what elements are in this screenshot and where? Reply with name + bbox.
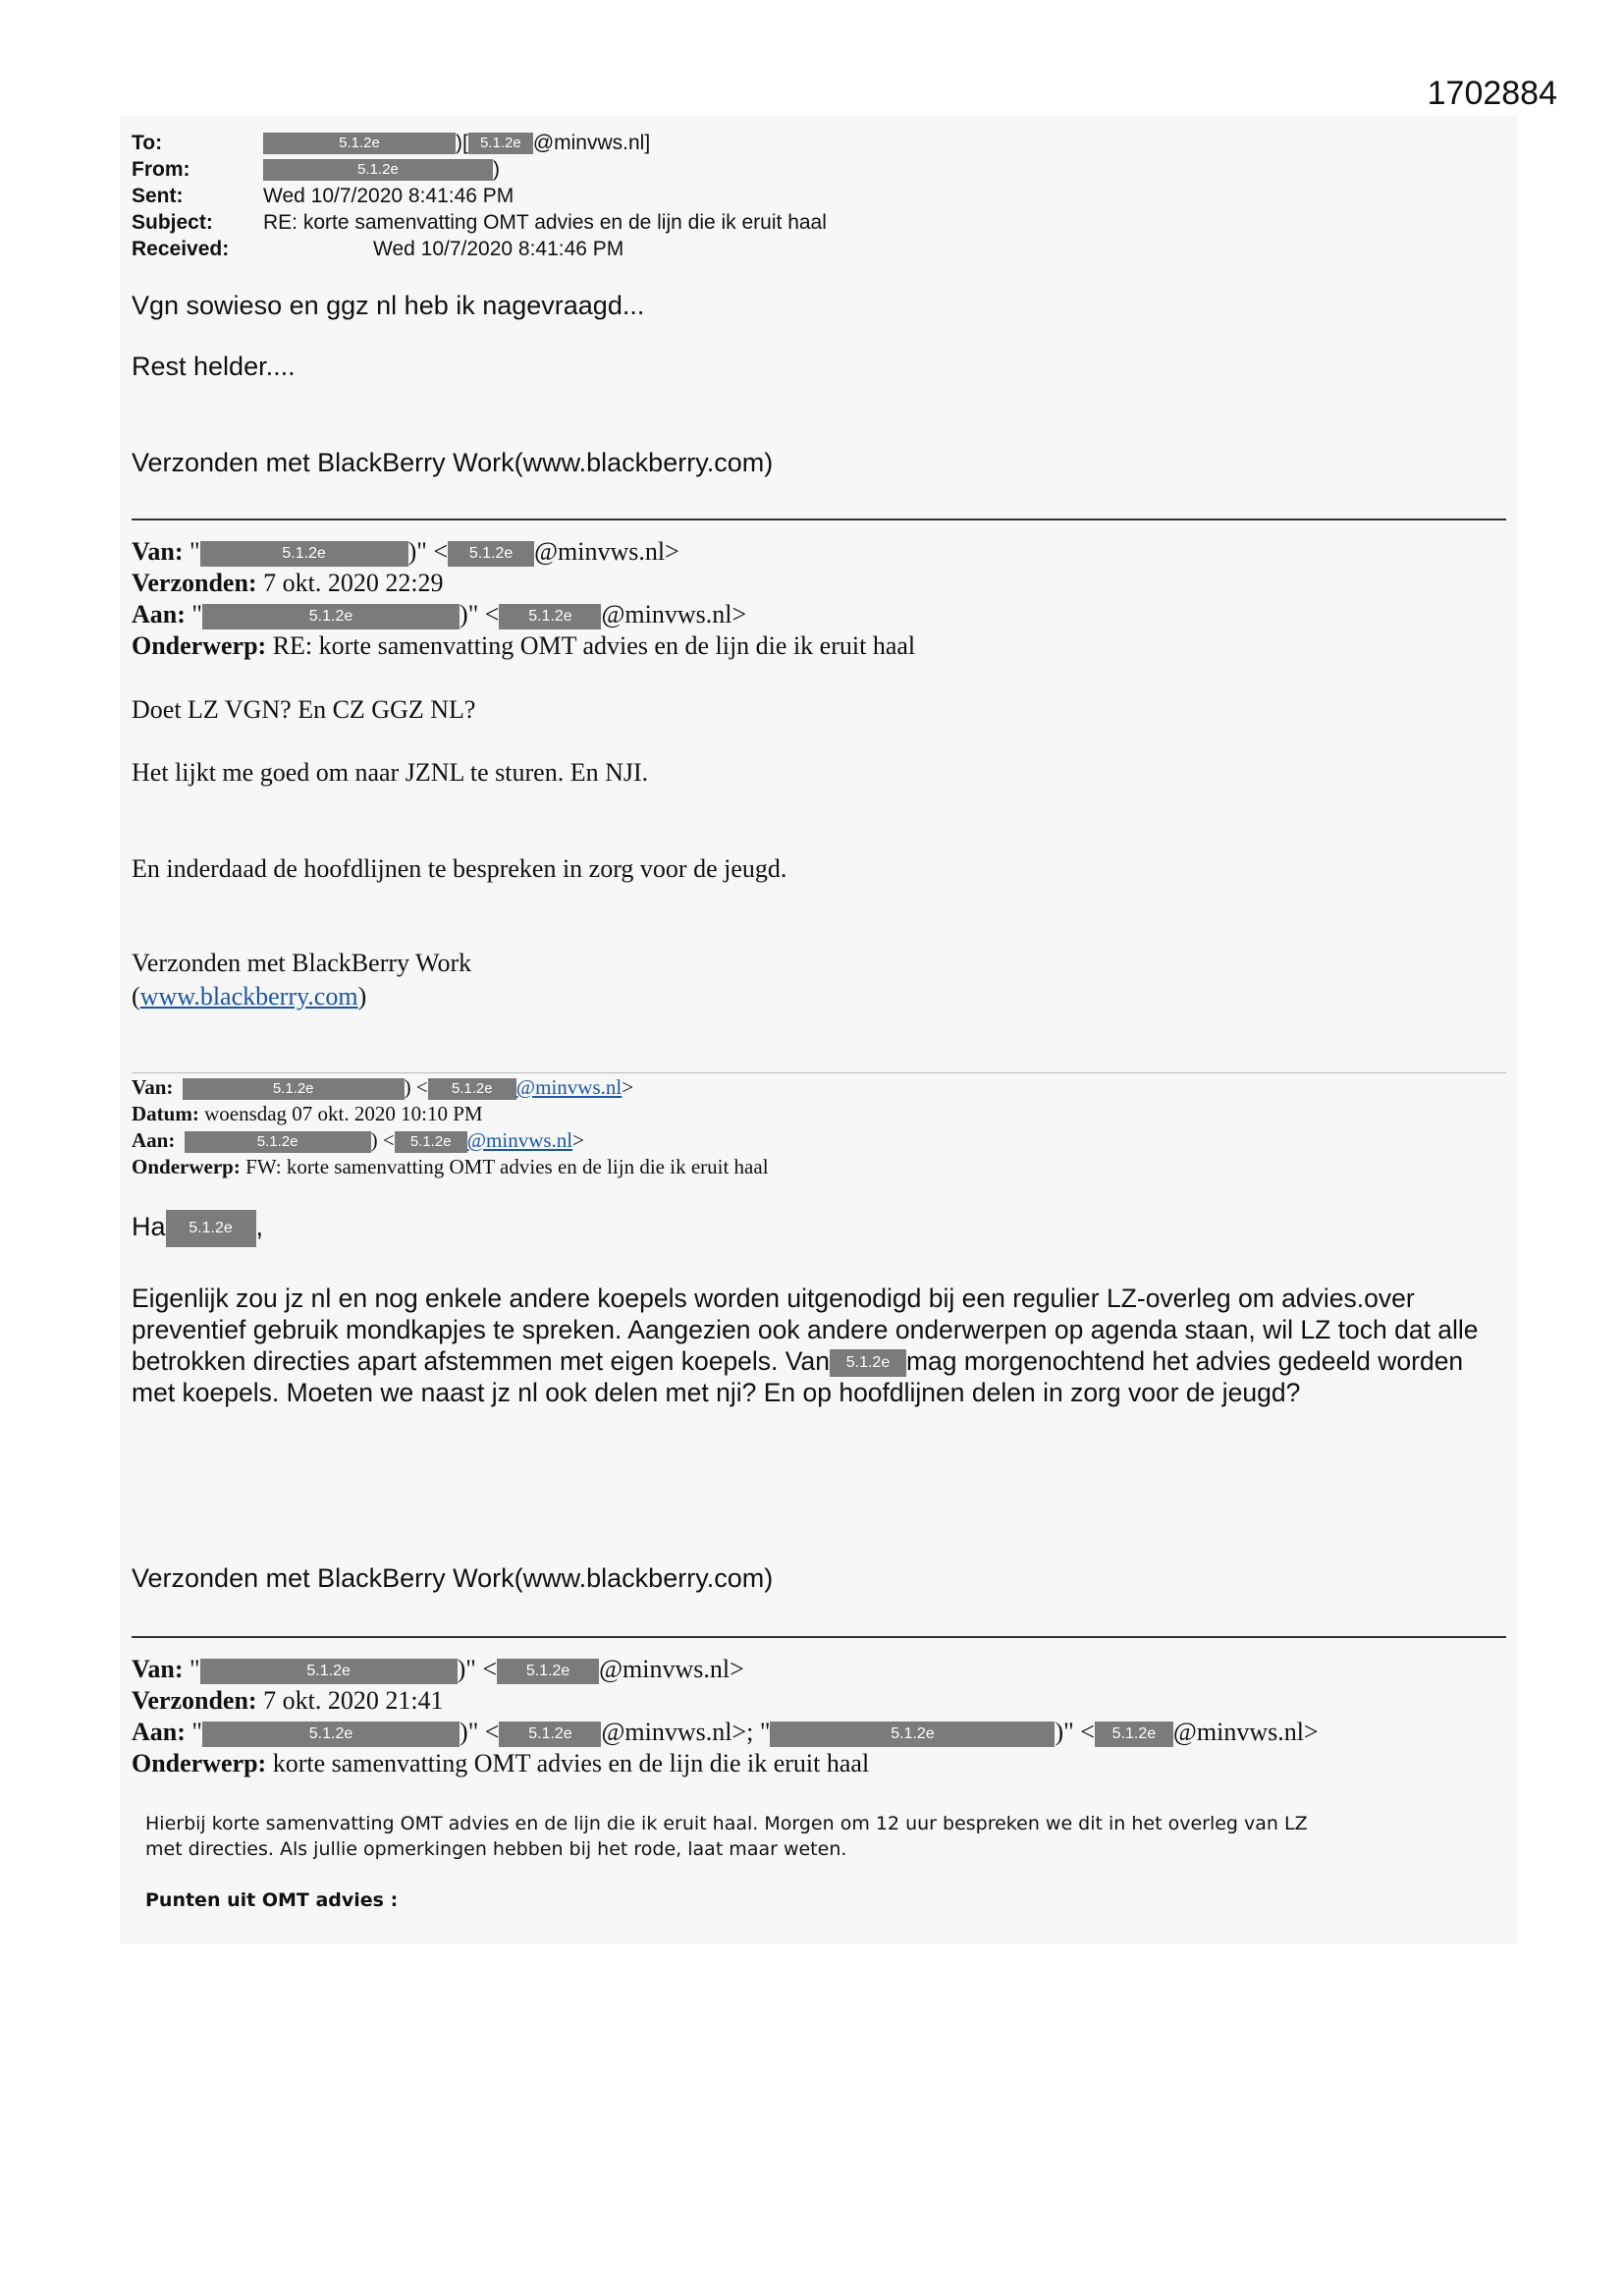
email3-datum-row: Datum: woensdag 07 okt. 2020 10:10 PM — [132, 1102, 483, 1125]
email1-received-row — [132, 236, 827, 262]
separator-line — [132, 1072, 1506, 1073]
redaction-block: 5.1.2e — [185, 1131, 371, 1153]
document-number: 1702884 — [1427, 75, 1557, 112]
email4-body-line: met directies. Als jullie opmerkingen hebben bij het rode, laat maar weten. — [145, 1838, 847, 1860]
email3-greeting: Ha 5.1.2e , — [132, 1210, 263, 1247]
redaction-block: 5.1.2e — [166, 1210, 256, 1247]
redaction-block: 5.1.2e — [395, 1131, 467, 1153]
email1-sent-row — [132, 183, 827, 209]
redaction-block: 5.1.2e — [428, 1078, 516, 1100]
email1-from-row — [132, 156, 827, 183]
separator-line — [132, 1636, 1506, 1638]
onderwerp-label: Onderwerp: — [132, 631, 267, 660]
redaction-block: 5.1.2e — [263, 159, 493, 181]
sent-label: Sent: — [132, 185, 184, 207]
email2-van-row: Van: " 5.1.2e )" < 5.1.2e @minvws.nl> — [132, 537, 679, 566]
email2-body-line: En inderdaad de hoofdlijnen te bespreken in zorg voor de jeugd. — [132, 854, 787, 883]
datum-label: Datum: — [132, 1102, 199, 1125]
aan-label: Aan: — [132, 1718, 186, 1746]
aan-label: Aan: — [132, 600, 186, 629]
redaction-block: 5.1.2e — [770, 1722, 1055, 1747]
from-value: 5.1.2e ) — [263, 156, 500, 183]
onderwerp-label: Onderwerp: — [132, 1155, 241, 1178]
email4-onderwerp-row: Onderwerp: korte samenvatting OMT advies en de lijn die ik eruit haal — [132, 1749, 870, 1777]
subject-value: RE: korte samenvatting OMT advies en de lijn die ik eruit haal — [263, 211, 827, 234]
minvws-email-link[interactable]: @minvws.nl — [466, 1128, 573, 1152]
minvws-email-link[interactable]: @minvws.nl — [515, 1075, 623, 1099]
redaction-block: 5.1.2e — [497, 1659, 599, 1684]
blackberry-link[interactable]: www.blackberry.com — [139, 982, 358, 1011]
onderwerp-label: Onderwerp: — [132, 1749, 267, 1777]
email1-to-row — [132, 130, 827, 156]
redaction-block: 5.1.2e — [830, 1349, 906, 1377]
email3-signature: Verzonden met BlackBerry Work(www.blackberry.com) — [132, 1563, 774, 1593]
email1-header — [132, 130, 827, 262]
email4-body-line: Hierbij korte samenvatting OMT advies en de lijn die ik eruit haal. Morgen om 12 uur bespreken we dit in het overleg van LZ — [145, 1813, 1308, 1834]
received-label: Received: — [132, 238, 230, 260]
redaction-block: 5.1.2e — [468, 133, 533, 154]
email4-aan-row: Aan: " 5.1.2e )" < 5.1.2e @minvws.nl>; " 5.1.2e )" < 5.1.2e @minvws.nl> — [132, 1718, 1319, 1746]
redaction-block: 5.1.2e — [1095, 1722, 1173, 1747]
email2-verzonden-row: Verzonden: 7 okt. 2020 22:29 — [132, 569, 444, 597]
van-label: Van: — [132, 537, 184, 566]
redaction-block: 5.1.2e — [202, 604, 460, 629]
aan-label: Aan: — [132, 1128, 176, 1152]
van-label: Van: — [132, 1655, 184, 1683]
email2-header — [132, 536, 915, 662]
verzonden-label: Verzonden: — [132, 1686, 257, 1715]
email2-body-line: Doet LZ VGN? En CZ GGZ NL? — [132, 695, 476, 724]
email4-van-row: Van: " 5.1.2e )" < 5.1.2e @minvws.nl> — [132, 1655, 744, 1683]
email2-aan-row: Aan: " 5.1.2e )" < 5.1.2e @minvws.nl> — [132, 600, 747, 629]
email3-header — [132, 1074, 769, 1180]
email1-signature: Verzonden met BlackBerry Work(www.blackberry.com) — [132, 448, 774, 477]
email4-verzonden-row: Verzonden: 7 okt. 2020 21:41 — [132, 1686, 444, 1715]
email1-body-line: Rest helder.... — [132, 352, 296, 381]
received-value: Wed 10/7/2020 8:41:46 PM — [373, 238, 624, 260]
email2-body-line: Het lijkt me goed om naar JZNL te sturen. En NJI. — [132, 758, 649, 787]
email3-onderwerp-row: Onderwerp: FW: korte samenvatting OMT advies en de lijn die ik eruit haal — [132, 1155, 769, 1178]
email4-heading: Punten uit OMT advies : — [145, 1889, 399, 1911]
email1-subject-row — [132, 209, 827, 236]
email2-signature: Verzonden met BlackBerry Work — [132, 949, 472, 977]
redaction-block: 5.1.2e — [499, 604, 601, 629]
email4-header — [132, 1654, 1319, 1779]
email3-aan-row: Aan: 5.1.2e ) < 5.1.2e @minvws.nl> — [132, 1128, 584, 1152]
redaction-block: 5.1.2e — [263, 133, 456, 154]
subject-label: Subject: — [132, 211, 213, 234]
email2-onderwerp-row: Onderwerp: RE: korte samenvatting OMT advies en de lijn die ik eruit haal — [132, 631, 916, 660]
to-value: 5.1.2e )[ 5.1.2e @minvws.nl] — [263, 130, 650, 156]
email2-signature-link-line: (www.blackberry.com) — [132, 982, 367, 1011]
email3-paragraph: Eigenlijk zou jz nl en nog enkele andere koepels worden uitgenodigd bij een regulier LZ-overleg om advies.over preventief gebruik mondkapjes te spreken. Aangezien ook andere onderwerpen op agenda staan, wil LZ toch dat alle betrokken directies apart afstemmen met eigen koepels. Van 5.1.2e mag morgenochtend het advies gedeeld worden met koepels. Moeten we naast jz nl ook delen met nji? En op hoofdlijnen delen in zorg voor de jeugd? — [132, 1284, 1479, 1407]
redaction-block: 5.1.2e — [448, 541, 534, 567]
verzonden-label: Verzonden: — [132, 569, 257, 597]
sent-value: Wed 10/7/2020 8:41:46 PM — [263, 185, 514, 207]
redaction-block: 5.1.2e — [499, 1722, 601, 1747]
redaction-block: 5.1.2e — [200, 541, 408, 567]
van-label: Van: — [132, 1075, 174, 1099]
redaction-block: 5.1.2e — [202, 1722, 460, 1747]
from-label: From: — [132, 158, 190, 181]
to-label: To: — [132, 132, 163, 154]
email3-van-row: Van: 5.1.2e ) < 5.1.2e @minvws.nl> — [132, 1075, 634, 1099]
redaction-block: 5.1.2e — [200, 1659, 458, 1684]
redaction-block: 5.1.2e — [183, 1078, 405, 1100]
separator-line — [132, 519, 1506, 520]
email1-body-line: Vgn sowieso en ggz nl heb ik nagevraagd... — [132, 291, 645, 320]
